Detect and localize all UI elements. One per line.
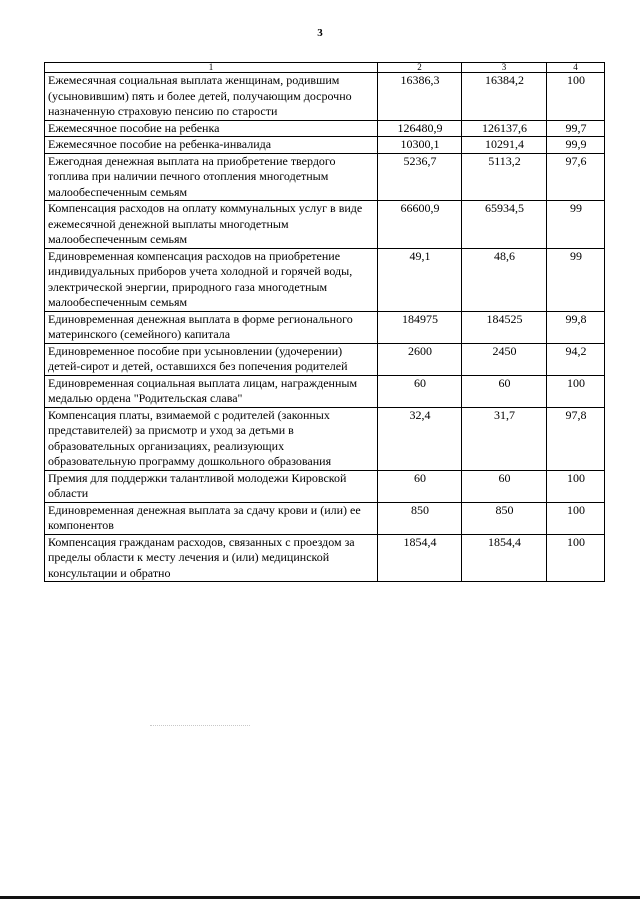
row-value-percent: 99,8	[547, 311, 605, 343]
row-value-planned: 1854,4	[378, 534, 462, 582]
row-value-percent: 99	[547, 248, 605, 311]
row-value-actual: 10291,4	[462, 137, 547, 154]
table-row	[45, 343, 605, 375]
column-header-2: 2	[378, 63, 462, 73]
row-name: Компенсация расходов на оплату коммунальных услуг в виде ежемесячной денежной выплаты многодетным малообеспеченным семьям	[45, 201, 378, 249]
row-name: Единовременная денежная выплата в форме регионального материнского (семейного) капитала	[45, 311, 378, 343]
table-row	[45, 201, 605, 249]
table-row	[45, 534, 605, 582]
row-name: Компенсация гражданам расходов, связанных с проездом за пределы области к месту лечения и (или) медицинской консультации и обратно	[45, 534, 378, 582]
row-value-planned: 5236,7	[378, 153, 462, 201]
row-value-planned: 16386,3	[378, 73, 462, 121]
row-value-actual: 5113,2	[462, 153, 547, 201]
row-value-actual: 60	[462, 470, 547, 502]
table-row	[45, 120, 605, 137]
row-value-actual: 65934,5	[462, 201, 547, 249]
row-name: Единовременная денежная выплата за сдачу крови и (или) ее компонентов	[45, 502, 378, 534]
table-row	[45, 375, 605, 407]
row-value-percent: 100	[547, 375, 605, 407]
row-name: Ежемесячное пособие на ребенка-инвалида	[45, 137, 378, 154]
row-value-actual: 16384,2	[462, 73, 547, 121]
row-value-percent: 99,7	[547, 120, 605, 137]
row-name: Компенсация платы, взимаемой с родителей (законных представителей) за присмотр и уход за детьми в образовательных организациях, реализующих образовательную программу дошкольного образования	[45, 407, 378, 470]
table-row	[45, 311, 605, 343]
row-name: Единовременная социальная выплата лицам, награжденным медалью ордена "Родительская слава"	[45, 375, 378, 407]
row-value-percent: 100	[547, 470, 605, 502]
row-name: Ежемесячное пособие на ребенка	[45, 120, 378, 137]
page-number: 3	[317, 27, 323, 39]
table-row	[45, 470, 605, 502]
table-row	[45, 153, 605, 201]
row-value-planned: 850	[378, 502, 462, 534]
table-row	[45, 73, 605, 121]
row-value-percent: 97,8	[547, 407, 605, 470]
row-value-actual: 31,7	[462, 407, 547, 470]
row-value-percent: 97,6	[547, 153, 605, 201]
row-value-percent: 99	[547, 201, 605, 249]
scan-artifact	[150, 725, 250, 727]
table-row	[45, 502, 605, 534]
row-value-planned: 184975	[378, 311, 462, 343]
column-header-1: 1	[45, 63, 378, 73]
row-value-percent: 100	[547, 502, 605, 534]
table-row	[45, 248, 605, 311]
row-value-actual: 48,6	[462, 248, 547, 311]
row-value-planned: 2600	[378, 343, 462, 375]
row-name: Ежегодная денежная выплата на приобретение твердого топлива при наличии печного отопления многодетным малообеспеченным семьям	[45, 153, 378, 201]
row-value-actual: 184525	[462, 311, 547, 343]
row-value-planned: 60	[378, 470, 462, 502]
row-value-actual: 126137,6	[462, 120, 547, 137]
row-name: Ежемесячная социальная выплата женщинам, родившим (усыновившим) пять и более детей, получающим досрочно назначенную страховую пенсию по старости	[45, 73, 378, 121]
table-row	[45, 137, 605, 154]
row-name: Единовременная компенсация расходов на приобретение индивидуальных приборов учета холодной и горячей воды, электрической энергии, природного газа многодетным малообеспеченным семьям	[45, 248, 378, 311]
row-value-percent: 100	[547, 534, 605, 582]
row-value-planned: 126480,9	[378, 120, 462, 137]
row-name: Премия для поддержки талантливой молодежи Кировской области	[45, 470, 378, 502]
row-value-planned: 32,4	[378, 407, 462, 470]
row-value-percent: 99,9	[547, 137, 605, 154]
row-value-actual: 850	[462, 502, 547, 534]
row-name: Единовременное пособие при усыновлении (удочерении) детей-сирот и детей, оставшихся без попечения родителей	[45, 343, 378, 375]
table-header-row	[45, 63, 605, 73]
bottom-edge-rule	[0, 896, 640, 899]
expenditure-table	[44, 62, 605, 582]
row-value-actual: 1854,4	[462, 534, 547, 582]
row-value-actual: 60	[462, 375, 547, 407]
row-value-planned: 10300,1	[378, 137, 462, 154]
column-header-4: 4	[547, 63, 605, 73]
column-header-3: 3	[462, 63, 547, 73]
row-value-planned: 66600,9	[378, 201, 462, 249]
row-value-percent: 100	[547, 73, 605, 121]
row-value-percent: 94,2	[547, 343, 605, 375]
table-row	[45, 407, 605, 470]
row-value-actual: 2450	[462, 343, 547, 375]
row-value-planned: 49,1	[378, 248, 462, 311]
row-value-planned: 60	[378, 375, 462, 407]
